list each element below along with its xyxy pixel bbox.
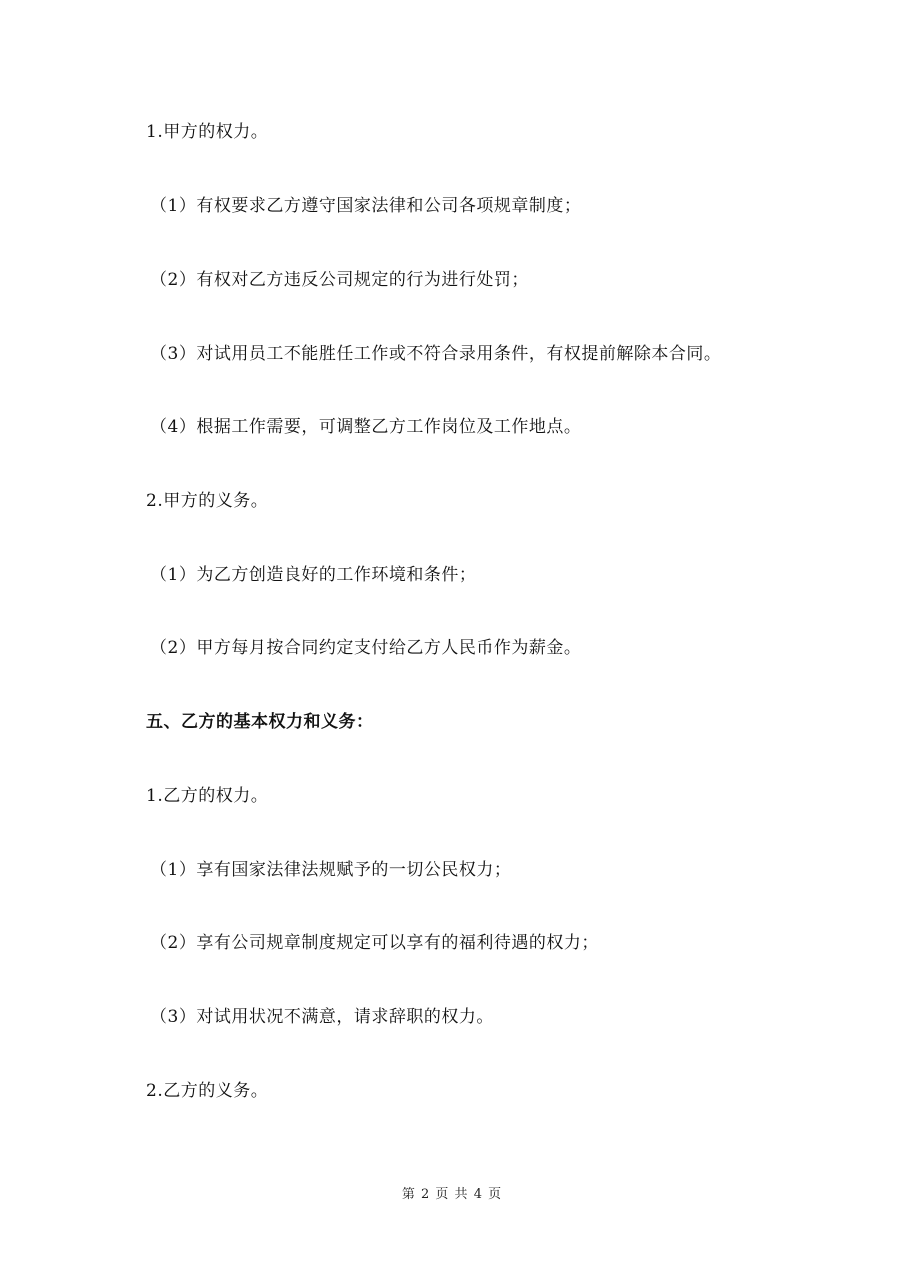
chapter-heading-party-b: 五、乙方的基本权力和义务：: [146, 712, 374, 732]
list-item: （1）为乙方创造良好的工作环境和条件；: [150, 565, 477, 585]
list-item: （2）享有公司规章制度规定可以享有的福利待遇的权力；: [150, 933, 599, 953]
list-item: （2）有权对乙方违反公司规定的行为进行处罚；: [150, 270, 529, 290]
list-item: （3）对试用状况不满意，请求辞职的权力。: [150, 1007, 494, 1027]
section-heading-party-a-rights: 1.甲方的权力。: [146, 122, 269, 142]
list-item: （2）甲方每月按合同约定支付给乙方人民币作为薪金。: [150, 638, 582, 658]
section-heading-party-b-obligations: 2.乙方的义务。: [146, 1081, 269, 1101]
list-item: （3）对试用员工不能胜任工作或不符合录用条件，有权提前解除本合同。: [150, 344, 722, 364]
list-item: （1）有权要求乙方遵守国家法律和公司各项规章制度；: [150, 196, 582, 216]
list-item: （1）享有国家法律法规赋予的一切公民权力；: [150, 860, 512, 880]
page-number-footer: 第 2 页 共 4 页: [401, 1187, 503, 1202]
section-heading-party-b-rights: 1.乙方的权力。: [146, 786, 269, 806]
list-item: （4）根据工作需要，可调整乙方工作岗位及工作地点。: [150, 417, 582, 437]
section-heading-party-a-obligations: 2.甲方的义务。: [146, 491, 269, 511]
